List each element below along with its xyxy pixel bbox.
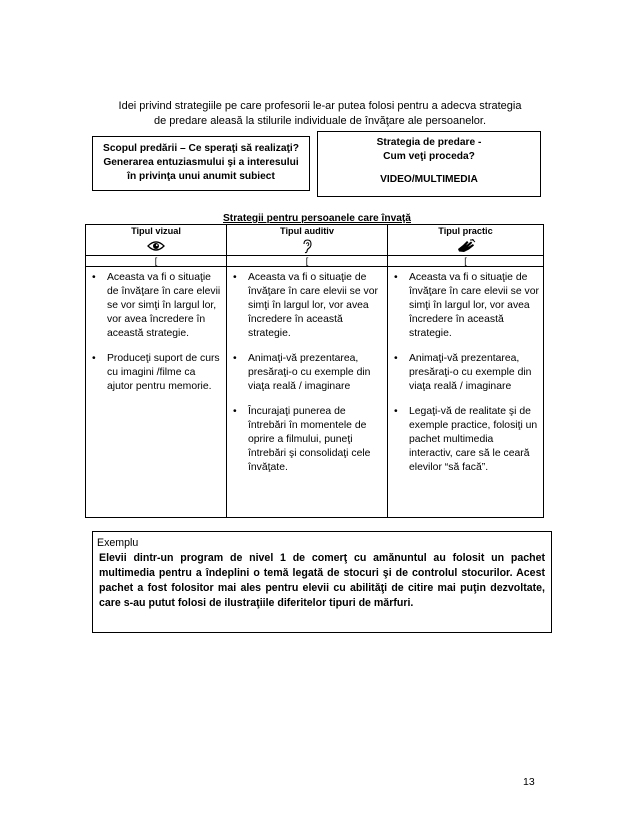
page-number: 13 bbox=[523, 776, 535, 788]
strategy-line-2: Cum veţi proceda? bbox=[383, 151, 475, 162]
learner-strategies-table bbox=[85, 224, 544, 518]
header-practical: Tipul practic bbox=[388, 225, 544, 256]
list-item: • Animaţi-vă prezentarea, presăraţi-o cu exemple din viaţa reală / imaginare bbox=[233, 353, 371, 392]
header-visual: Tipul vizual bbox=[86, 225, 227, 256]
table-bracket-row bbox=[86, 256, 544, 267]
ear-icon bbox=[227, 237, 387, 255]
goal-line-1: Scopul predării – Ce speraţi să realizaţi? bbox=[103, 143, 299, 154]
list-item: • Încurajaţi punerea de întrebări în momentele de oprire a filmului, puneţi întrebări şi consolidaţi cele învăţate. bbox=[233, 406, 371, 473]
header-auditory: Tipul auditiv bbox=[227, 225, 388, 256]
table-header-row bbox=[86, 225, 544, 256]
goal-line-2: Generarea entuziasmului şi a interesului bbox=[103, 157, 299, 168]
hand-icon bbox=[388, 237, 543, 255]
intro-line-1: Idei privind strategiile pe care profesorii le-ar putea folosi pentru a adecva strategia bbox=[118, 100, 522, 112]
strategy-method: VIDEO/MULTIMEDIA bbox=[380, 174, 478, 185]
list-item: • Legaţi-vă de realitate şi de exemple practice, folosiţi un pachet multimedia interactiv, care să le ceară elevilor “să facă”. bbox=[394, 406, 538, 473]
example-label: Exemplu bbox=[97, 537, 139, 549]
list-item: • Produceţi suport de curs cu imagini /filme ca ajutor pentru memorie. bbox=[92, 353, 220, 392]
bracket-cell-1: [ bbox=[86, 256, 227, 267]
strategy-line-1: Strategia de predare - bbox=[376, 137, 482, 148]
intro-text bbox=[80, 99, 560, 129]
list-item: • Aceasta va fi o situaţie de învăţare în care elevii se vor simţi în largul lor, vor avea încredere în această strategie. bbox=[92, 272, 221, 339]
list-item: • Aceasta va fi o situaţie de învăţare în care elevii se vor simţi în largul lor, vor avea încredere în această strategie. bbox=[233, 272, 378, 339]
practical-column bbox=[388, 267, 544, 518]
auditory-column bbox=[227, 267, 388, 518]
list-item: • Animaţi-vă prezentarea, presăraţi-o cu exemple din viaţa reală / imaginare bbox=[394, 353, 532, 392]
bracket-cell-3: [ bbox=[388, 256, 544, 267]
intro-line-2: de predare aleasă la stilurile individuale de învăţare ale persoanelor. bbox=[153, 115, 487, 127]
example-text: Elevii dintr-un program de nivel 1 de comerţ cu amănuntul au folosit un pachet multimedia pentru a îndeplini o temă legată de stocuri şi de controlul stocurilor. Acest pachet a fost folositor mai ales pentru elevii cu abilităţi de citire mai puţin dezvoltate, care s-au putut folosi de ilustraţiile diferitelor tipuri de mărfuri. bbox=[99, 552, 545, 609]
teaching-goal-box bbox=[92, 136, 310, 191]
table-body-row bbox=[86, 267, 544, 518]
visual-column bbox=[86, 267, 227, 518]
teaching-strategy-box bbox=[317, 131, 541, 197]
goal-line-3: în privinţa unui anumit subiect bbox=[127, 171, 275, 182]
bracket-cell-2: [ bbox=[227, 256, 388, 267]
list-item: • Aceasta va fi o situaţie de învăţare în care elevii se vor simţi în largul lor, vor avea încredere în această strategie. bbox=[394, 272, 539, 339]
example-box bbox=[92, 531, 552, 633]
table-title: Strategii pentru persoanele care învaţă bbox=[223, 213, 411, 224]
eye-icon bbox=[86, 237, 226, 255]
